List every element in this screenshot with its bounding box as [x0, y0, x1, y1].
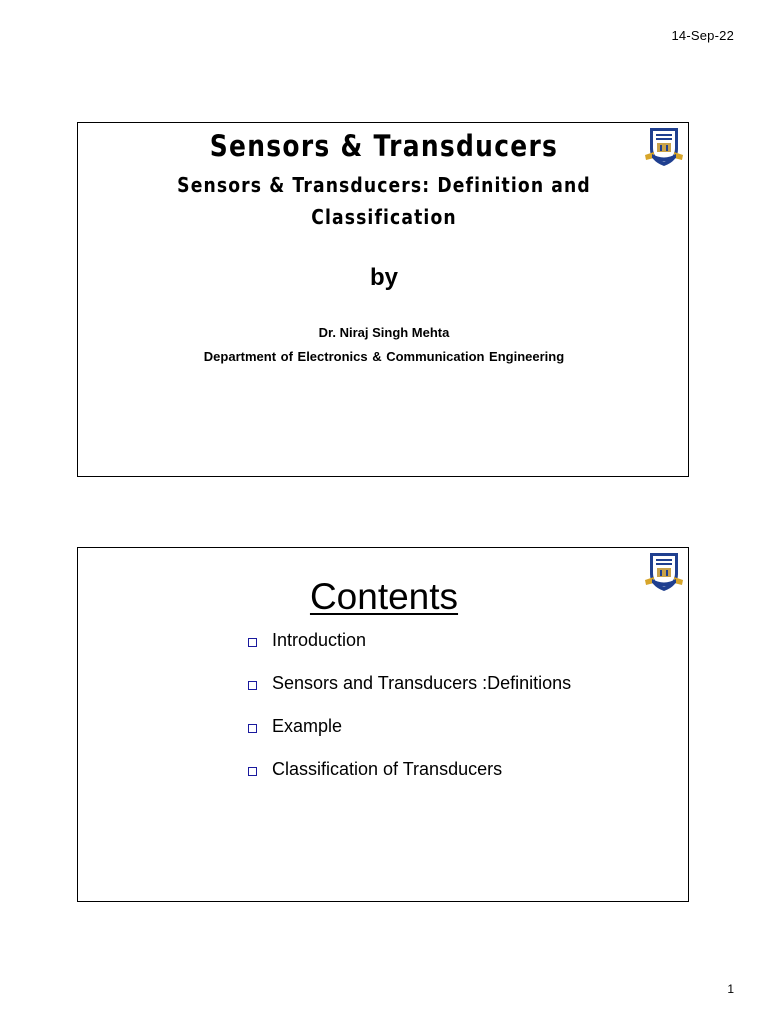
- checkbox-bullet-icon: [248, 767, 257, 776]
- list-item-label: Introduction: [272, 630, 367, 650]
- by-label: by: [369, 264, 398, 291]
- slide-title: Sensors & Transducers: [209, 129, 559, 163]
- list-item: [248, 673, 571, 694]
- checkbox-bullet-icon: [248, 724, 257, 733]
- contents-slide: [77, 547, 689, 902]
- checkbox-bullet-icon: [248, 638, 257, 647]
- checkbox-bullet-icon: [248, 681, 257, 690]
- university-crest-icon: [644, 125, 684, 169]
- list-item: [248, 716, 571, 737]
- slide-subtitle: Sensors & Transducers: Definition and Classification: [177, 173, 591, 229]
- page-date: 14-Sep-22: [671, 28, 734, 43]
- list-item: [248, 630, 571, 651]
- department-name: Department of Electronics & Communication Engineering: [203, 349, 565, 364]
- contents-title: Contents: [309, 576, 459, 617]
- contents-list: [248, 630, 571, 802]
- list-item-label: Classification of Transducers: [272, 759, 503, 779]
- list-item-label: Sensors and Transducers :Definitions: [272, 673, 572, 693]
- page-number: 1: [727, 982, 734, 996]
- list-item-label: Example: [272, 716, 343, 736]
- list-item: [248, 759, 571, 780]
- author-name: Dr. Niraj Singh Mehta: [318, 325, 450, 340]
- title-slide: [77, 122, 689, 477]
